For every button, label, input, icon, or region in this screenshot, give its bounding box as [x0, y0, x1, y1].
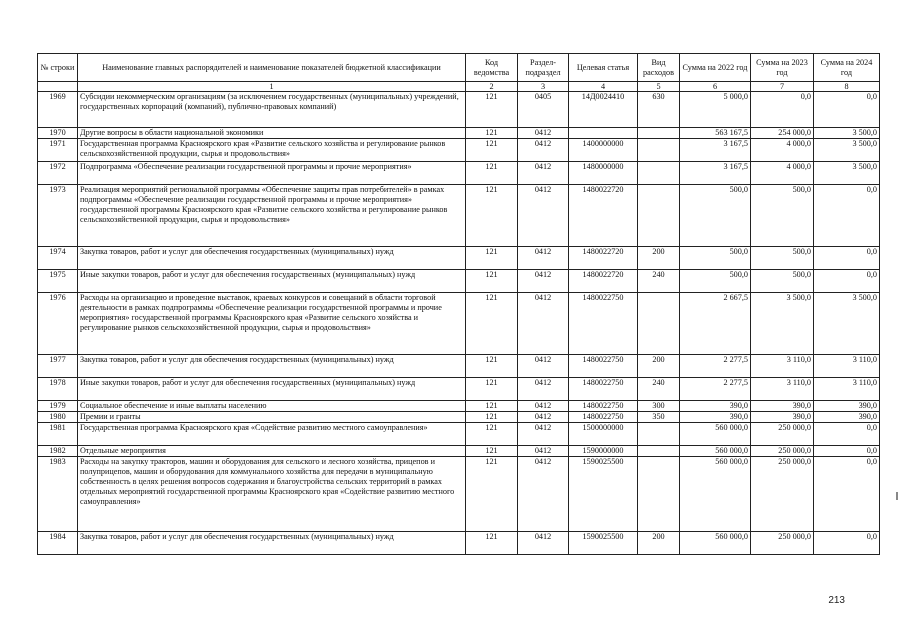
row-number: 1969 — [38, 92, 78, 128]
row-ministry-code: 121 — [466, 128, 518, 139]
row-ministry-code: 121 — [466, 378, 518, 401]
row-sum-2024: 390,0 — [814, 401, 880, 412]
column-number: 1 — [78, 82, 466, 92]
table-row — [38, 270, 880, 293]
row-target-article: 1590000000 — [569, 446, 638, 457]
row-number: 1983 — [38, 457, 78, 532]
table-row — [38, 457, 880, 532]
header-num: № строки — [38, 54, 78, 82]
row-sum-2023: 250 000,0 — [751, 423, 814, 446]
row-sum-2023: 250 000,0 — [751, 446, 814, 457]
table-row — [38, 355, 880, 378]
row-ministry-code: 121 — [466, 162, 518, 185]
column-number: 8 — [814, 82, 880, 92]
row-sum-2024: 0,0 — [814, 457, 880, 532]
row-section: 0412 — [518, 139, 569, 162]
row-sum-2023: 0,0 — [751, 92, 814, 128]
row-section: 0412 — [518, 293, 569, 355]
row-sum-2023: 500,0 — [751, 247, 814, 270]
row-sum-2023: 390,0 — [751, 401, 814, 412]
row-sum-2024: 390,0 — [814, 412, 880, 423]
row-ministry-code: 121 — [466, 293, 518, 355]
row-sum-2024: 3 500,0 — [814, 139, 880, 162]
row-ministry-code: 121 — [466, 412, 518, 423]
row-ministry-code: 121 — [466, 446, 518, 457]
page-number: 213 — [828, 595, 845, 606]
header-sum-2023: Сумма на 2023 год — [751, 54, 814, 82]
row-sum-2024: 3 500,0 — [814, 162, 880, 185]
row-name: Иные закупки товаров, работ и услуг для обеспечения государственных (муниципальных) нужд — [78, 270, 466, 293]
row-name: Государственная программа Красноярского края «Развитие сельского хозяйства и регулирование рынков сельскохозяйственной продукции, сырья и продовольствия» — [78, 139, 466, 162]
row-sum-2024: 0,0 — [814, 270, 880, 293]
row-number: 1981 — [38, 423, 78, 446]
row-target-article: 14Д0024410 — [569, 92, 638, 128]
row-number: 1977 — [38, 355, 78, 378]
row-ministry-code: 121 — [466, 355, 518, 378]
row-sum-2024: 0,0 — [814, 423, 880, 446]
row-expense-type: 240 — [638, 270, 680, 293]
row-sum-2024: 3 500,0 — [814, 128, 880, 139]
row-number: 1975 — [38, 270, 78, 293]
row-sum-2023: 500,0 — [751, 185, 814, 247]
row-target-article: 1500000000 — [569, 423, 638, 446]
row-ministry-code: 121 — [466, 423, 518, 446]
row-sum-2024: 0,0 — [814, 92, 880, 128]
row-expense-type: 300 — [638, 401, 680, 412]
row-number: 1976 — [38, 293, 78, 355]
row-number: 1978 — [38, 378, 78, 401]
row-target-article: 1480022750 — [569, 355, 638, 378]
row-name: Государственная программа Красноярского края «Содействие развитию местного самоуправления» — [78, 423, 466, 446]
row-expense-type — [638, 128, 680, 139]
table-row — [38, 92, 880, 128]
row-sum-2022: 560 000,0 — [680, 457, 751, 532]
row-sum-2022: 560 000,0 — [680, 532, 751, 555]
row-sum-2022: 560 000,0 — [680, 423, 751, 446]
row-ministry-code: 121 — [466, 92, 518, 128]
row-expense-type — [638, 423, 680, 446]
table-row — [38, 446, 880, 457]
header-type: Вид расходов — [638, 54, 680, 82]
column-number: 5 — [638, 82, 680, 92]
row-sum-2023: 390,0 — [751, 412, 814, 423]
row-sum-2022: 3 167,5 — [680, 162, 751, 185]
row-sum-2023: 3 110,0 — [751, 355, 814, 378]
column-number: 3 — [518, 82, 569, 92]
row-sum-2022: 390,0 — [680, 401, 751, 412]
row-sum-2022: 500,0 — [680, 270, 751, 293]
row-sum-2024: 0,0 — [814, 532, 880, 555]
scan-edge-mark — [896, 492, 898, 500]
table-body — [38, 92, 880, 555]
row-name: Другие вопросы в области национальной экономики — [78, 128, 466, 139]
row-ministry-code: 121 — [466, 247, 518, 270]
row-sum-2023: 3 110,0 — [751, 378, 814, 401]
row-section: 0412 — [518, 457, 569, 532]
row-number: 1982 — [38, 446, 78, 457]
row-expense-type: 240 — [638, 378, 680, 401]
row-expense-type: 200 — [638, 247, 680, 270]
row-sum-2022: 2 667,5 — [680, 293, 751, 355]
header-sum-2024: Сумма на 2024 год — [814, 54, 880, 82]
row-section: 0412 — [518, 401, 569, 412]
row-sum-2024: 3 110,0 — [814, 355, 880, 378]
row-target-article: 1590025500 — [569, 457, 638, 532]
row-expense-type — [638, 293, 680, 355]
row-name: Подпрограмма «Обеспечение реализации государственной программы и прочие мероприятия» — [78, 162, 466, 185]
row-number: 1971 — [38, 139, 78, 162]
row-target-article: 1400000000 — [569, 139, 638, 162]
header-section: Раздел-подраздел — [518, 54, 569, 82]
row-number: 1970 — [38, 128, 78, 139]
table-row — [38, 162, 880, 185]
column-number: 6 — [680, 82, 751, 92]
row-expense-type — [638, 139, 680, 162]
row-sum-2024: 0,0 — [814, 185, 880, 247]
row-target-article: 1480000000 — [569, 162, 638, 185]
row-sum-2024: 3 500,0 — [814, 293, 880, 355]
row-sum-2024: 0,0 — [814, 247, 880, 270]
row-section: 0405 — [518, 92, 569, 128]
row-sum-2023: 500,0 — [751, 270, 814, 293]
row-section: 0412 — [518, 446, 569, 457]
row-target-article: 1480022720 — [569, 185, 638, 247]
column-number: 2 — [466, 82, 518, 92]
row-expense-type: 200 — [638, 532, 680, 555]
row-ministry-code: 121 — [466, 139, 518, 162]
header-name: Наименование главных распорядителей и наименование показателей бюджетной классификации — [78, 54, 466, 82]
table-row — [38, 139, 880, 162]
row-expense-type — [638, 446, 680, 457]
row-name: Отдельные мероприятия — [78, 446, 466, 457]
header-row — [38, 54, 880, 82]
column-number: 4 — [569, 82, 638, 92]
row-number: 1973 — [38, 185, 78, 247]
header-code: Код ведомства — [466, 54, 518, 82]
row-expense-type — [638, 185, 680, 247]
table-row — [38, 412, 880, 423]
row-sum-2022: 5 000,0 — [680, 92, 751, 128]
row-sum-2023: 250 000,0 — [751, 457, 814, 532]
table-row — [38, 247, 880, 270]
column-number — [38, 82, 78, 92]
row-expense-type — [638, 457, 680, 532]
row-sum-2023: 250 000,0 — [751, 532, 814, 555]
row-section: 0412 — [518, 532, 569, 555]
table-row — [38, 532, 880, 555]
row-name: Премии и гранты — [78, 412, 466, 423]
row-ministry-code: 121 — [466, 401, 518, 412]
table-row — [38, 185, 880, 247]
row-sum-2022: 390,0 — [680, 412, 751, 423]
row-section: 0412 — [518, 412, 569, 423]
budget-table — [37, 53, 880, 555]
row-section: 0412 — [518, 185, 569, 247]
header-sum-2022: Сумма на 2022 год — [680, 54, 751, 82]
row-section: 0412 — [518, 247, 569, 270]
row-name: Расходы на закупку тракторов, машин и оборудования для сельского и лесного хозяйства, прицепов и полуприцепов, машин и оборудования для коммунального хозяйства для передачи в муниципальную собственность в целях решения вопросов содержания и благоустройства сельских территорий в рамках отдельных мероприятий государственной программы Красноярского края «Содействие развитию местного самоуправления» — [78, 457, 466, 532]
row-sum-2023: 4 000,0 — [751, 139, 814, 162]
row-name: Иные закупки товаров, работ и услуг для обеспечения государственных (муниципальных) нужд — [78, 378, 466, 401]
row-expense-type: 200 — [638, 355, 680, 378]
row-ministry-code: 121 — [466, 457, 518, 532]
row-section: 0412 — [518, 423, 569, 446]
row-number: 1979 — [38, 401, 78, 412]
row-target-article: 1480022750 — [569, 378, 638, 401]
row-name: Закупка товаров, работ и услуг для обеспечения государственных (муниципальных) нужд — [78, 355, 466, 378]
row-sum-2024: 3 110,0 — [814, 378, 880, 401]
table-row — [38, 423, 880, 446]
column-number: 7 — [751, 82, 814, 92]
row-ministry-code: 121 — [466, 270, 518, 293]
row-sum-2023: 3 500,0 — [751, 293, 814, 355]
table-row — [38, 293, 880, 355]
row-target-article: 1480022750 — [569, 401, 638, 412]
row-section: 0412 — [518, 270, 569, 293]
table-row — [38, 401, 880, 412]
row-name: Социальное обеспечение и иные выплаты населению — [78, 401, 466, 412]
header-article: Целевая статья — [569, 54, 638, 82]
row-number: 1974 — [38, 247, 78, 270]
row-sum-2022: 563 167,5 — [680, 128, 751, 139]
row-sum-2023: 4 000,0 — [751, 162, 814, 185]
column-number-row — [38, 82, 880, 92]
row-target-article: 1480022750 — [569, 293, 638, 355]
row-expense-type — [638, 162, 680, 185]
row-section: 0412 — [518, 355, 569, 378]
row-expense-type: 630 — [638, 92, 680, 128]
table-row — [38, 378, 880, 401]
row-ministry-code: 121 — [466, 185, 518, 247]
row-number: 1972 — [38, 162, 78, 185]
row-sum-2022: 2 277,5 — [680, 378, 751, 401]
row-target-article: 1480022720 — [569, 270, 638, 293]
row-number: 1984 — [38, 532, 78, 555]
row-ministry-code: 121 — [466, 532, 518, 555]
row-name: Реализация мероприятий региональной программы «Обеспечение защиты прав потребителей» в рамках подпрограммы «Обеспечение реализации государственной программы и прочие мероприятия» государственной программы Красноярского края «Развитие сельского хозяйства и регулирование рынков сельскохозяйственной продукции, сырья и продовольствия» — [78, 185, 466, 247]
row-name: Закупка товаров, работ и услуг для обеспечения государственных (муниципальных) нужд — [78, 532, 466, 555]
row-target-article: 1480022720 — [569, 247, 638, 270]
row-sum-2022: 500,0 — [680, 185, 751, 247]
row-sum-2022: 500,0 — [680, 247, 751, 270]
row-sum-2022: 3 167,5 — [680, 139, 751, 162]
table-row — [38, 128, 880, 139]
row-expense-type: 350 — [638, 412, 680, 423]
row-sum-2022: 2 277,5 — [680, 355, 751, 378]
row-sum-2024: 0,0 — [814, 446, 880, 457]
row-target-article: 1480022750 — [569, 412, 638, 423]
row-name: Закупка товаров, работ и услуг для обеспечения государственных (муниципальных) нужд — [78, 247, 466, 270]
row-section: 0412 — [518, 162, 569, 185]
row-target-article: 1590025500 — [569, 532, 638, 555]
row-sum-2023: 254 000,0 — [751, 128, 814, 139]
row-name: Расходы на организацию и проведение выставок, краевых конкурсов и совещаний в области торговой деятельности в рамках подпрограммы «Обеспечение реализации государственной программы и прочие мероприятия» государственной программы Красноярского края «Развитие сельского хозяйства и регулирование рынков сельскохозяйственной продукции, сырья и продовольствия» — [78, 293, 466, 355]
row-section: 0412 — [518, 128, 569, 139]
row-sum-2022: 560 000,0 — [680, 446, 751, 457]
row-name: Субсидии некоммерческим организациям (за исключением государственных (муниципальных) учреждений, государственных корпораций (компаний), публично-правовых компаний) — [78, 92, 466, 128]
row-section: 0412 — [518, 378, 569, 401]
row-number: 1980 — [38, 412, 78, 423]
row-target-article — [569, 128, 638, 139]
